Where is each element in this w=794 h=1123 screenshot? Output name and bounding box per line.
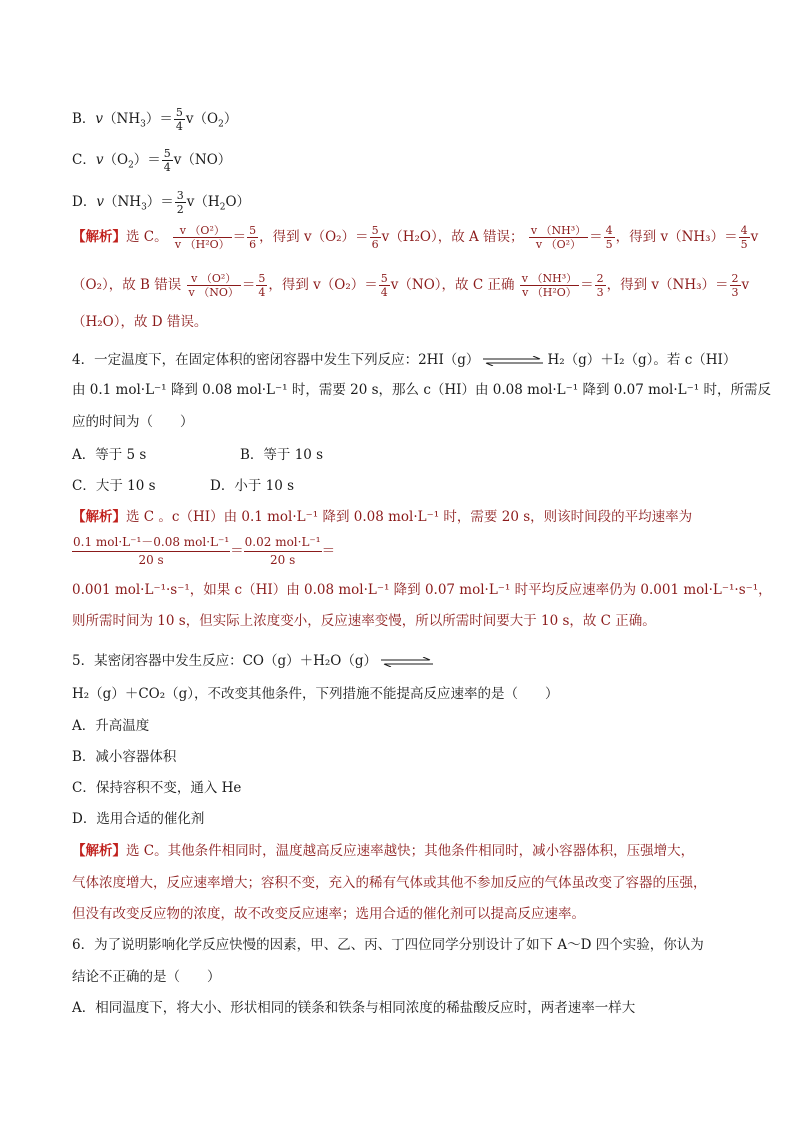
q5-stem-line-1: 5．某密闭容器中发生反应：CO（g）＋H₂O（g） <box>72 651 437 671</box>
q4-analysis-line-4: 则所需时间为 10 s，但实际上浓度变小，反应速率变慢，所以所需时间要大于 10 s，故 C 正确。 <box>72 613 656 629</box>
q5-stem-line-2: H₂（g）＋CO₂（g），不改变其他条件，下列措施不能提高反应速率的是（ ） <box>72 686 559 702</box>
reversible-arrow-icon <box>381 657 433 667</box>
fraction: $\frac{2}{3}$ <box>596 272 604 299</box>
fraction: $\frac{5}{4}$ <box>163 147 171 174</box>
q4-analysis-line-2: $\frac{\text{0.1 mol·L⁻¹－0.08 mol·L⁻¹}}{20 s}$ ＝ $\frac{\text{0.02 mol·L⁻¹}}{20 s}$ ＝ <box>73 535 336 567</box>
q5-analysis-line-2: 气体浓度增大，反应速率增大；容积不变，充入的稀有气体或其他不参加反应的气体虽改变了容器的压强， <box>72 875 707 891</box>
analysis-tag: 【解析】 <box>72 229 126 245</box>
q6-option-a: A．相同温度下，将大小、形状相同的镁条和铁条与相同浓度的稀盐酸反应时，两者速率一样大 <box>72 1000 636 1016</box>
fraction: $\frac{5}{4}$ <box>380 272 388 299</box>
analysis-tag: 【解析】 <box>72 509 126 525</box>
q4-option-a: A．等于 5 s <box>72 447 147 463</box>
fraction: $\frac{5}{6}$ <box>371 224 379 251</box>
fraction: $\frac{\text{v （O²）}}{v (NO)}$ <box>188 272 239 299</box>
q5-option-d: D．选用合适的催化剂 <box>72 811 205 827</box>
q4-stem-line-2: 由 0.1 mol·L⁻¹ 降到 0.08 mol·L⁻¹ 时，需要 20 s，那么 c（HI）由 0.08 mol·L⁻¹ 降到 0.07 mol·L⁻¹ 时，所需反 <box>72 382 771 398</box>
q3-analysis-line-1: 【解析】选 C。 $\frac{\text{v （O²）}}{\text{v （H²O）}}$ ＝ $\frac{5}{6}$ ，得到 v（O₂）＝ $\frac{5}{6}$ v（H₂O），故 A 错误； $\frac{\text{v （NH³）}}{\text{v （O²）}}$ ＝ $\frac{4}{5}$ ，得到 v（NH₃）＝ $\frac{4}{5}$ v <box>72 224 759 251</box>
q5-analysis-line-1: 【解析】选 C。其他条件相同时，温度越高反应速率越快；其他条件相同时，减小容器体积，压强增大， <box>72 843 695 859</box>
fraction: $\frac{2}{3}$ <box>731 272 739 299</box>
q3-analysis-line-3: （H₂O），故 D 错误。 <box>72 314 208 330</box>
q5-analysis-line-3: 但没有改变反应物的浓度，故不改变反应速率；选用合适的催化剂可以提高反应速率。 <box>72 906 585 922</box>
fraction: $\frac{5}{4}$ <box>258 272 266 299</box>
q3-option-c: C．$v(O_2)=$ $\frac{5}{4}$ v（NO） <box>72 147 232 174</box>
fraction: $\frac{\text{0.1 mol·L⁻¹－0.08 mol·L⁻¹}}{20 s}$ <box>73 535 230 567</box>
fraction: $\frac{4}{5}$ <box>605 224 613 251</box>
reversible-arrow-icon <box>483 356 543 366</box>
fraction: $\frac{5}{4}$ <box>175 106 183 133</box>
q3-option-d: D．$v(NH_3)=$ $\frac{3}{2}$ $v(H_2O)$ <box>72 189 251 216</box>
q4-analysis-line-3: 0.001 mol·L⁻¹·s⁻¹，如果 c（HI）由 0.08 mol·L⁻¹ 降到 0.07 mol·L⁻¹ 时平均反应速率仍为 0.001 mol·L⁻¹·s⁻¹， <box>72 582 772 598</box>
q4-option-c: C．大于 10 s <box>72 478 156 494</box>
fraction: $\frac{5}{6}$ <box>249 224 257 251</box>
fraction: $\frac{3}{2}$ <box>176 189 184 216</box>
fraction: $\frac{\text{v （O²）}}{\text{v （H²O）}}$ <box>174 224 230 251</box>
q5-option-b: B．减小容器体积 <box>72 749 177 765</box>
q4-option-b: B．等于 10 s <box>240 447 324 463</box>
q6-stem-line-1: 6．为了说明影响化学反应快慢的因素，甲、乙、丙、丁四位同学分别设计了如下 A～D 四个实验，你认为 <box>72 937 704 953</box>
fraction: $\frac{4}{5}$ <box>740 224 748 251</box>
q4-stem-line-3: 应的时间为（ ） <box>72 414 194 430</box>
q3-analysis-line-2: （O₂），故 B 错误 $\frac{\text{v （O²）}}{v (NO)}$ ＝ $\frac{5}{4}$ ，得到 v（O₂）＝ $\frac{5}{4}$ v（NO），故 C 正确 $\frac{\text{v （NH³）}}{\text{v （H²O）}}$ ＝ $\frac{2}{3}$ ，得到 v（NH₃）＝ $\frac{2}{3}$ v <box>72 272 750 299</box>
q4-option-d: D．小于 10 s <box>210 478 295 494</box>
fraction: $\frac{\text{v （NH³）}}{\text{v （H²O）}}$ <box>521 272 578 299</box>
q3-option-b: B．$v(NH_3)=$ $\frac{5}{4}$ $v(O_2)$ <box>72 106 238 133</box>
fraction: $\frac{\text{v （NH³）}}{\text{v （O²）}}$ <box>530 224 587 251</box>
q4-stem-line-1: 4．一定温度下，在固定体积的密闭容器中发生下列反应：2HI（g） H₂（g）＋I₂（g）。若 c（HI） <box>72 352 737 368</box>
q4-analysis-line-1: 【解析】选 C 。c（HI）由 0.1 mol·L⁻¹ 降到 0.08 mol·L⁻¹ 时，需要 20 s，则该时间段的平均速率为 <box>72 509 693 525</box>
q5-option-a: A．升高温度 <box>72 718 150 734</box>
q6-stem-line-2: 结论不正确的是（ ） <box>72 969 221 985</box>
fraction: $\frac{\text{0.02 mol·L⁻¹}}{20 s}$ <box>244 535 321 567</box>
analysis-tag: 【解析】 <box>72 843 126 859</box>
q5-option-c: C．保持容积不变，通入 He <box>72 780 242 796</box>
